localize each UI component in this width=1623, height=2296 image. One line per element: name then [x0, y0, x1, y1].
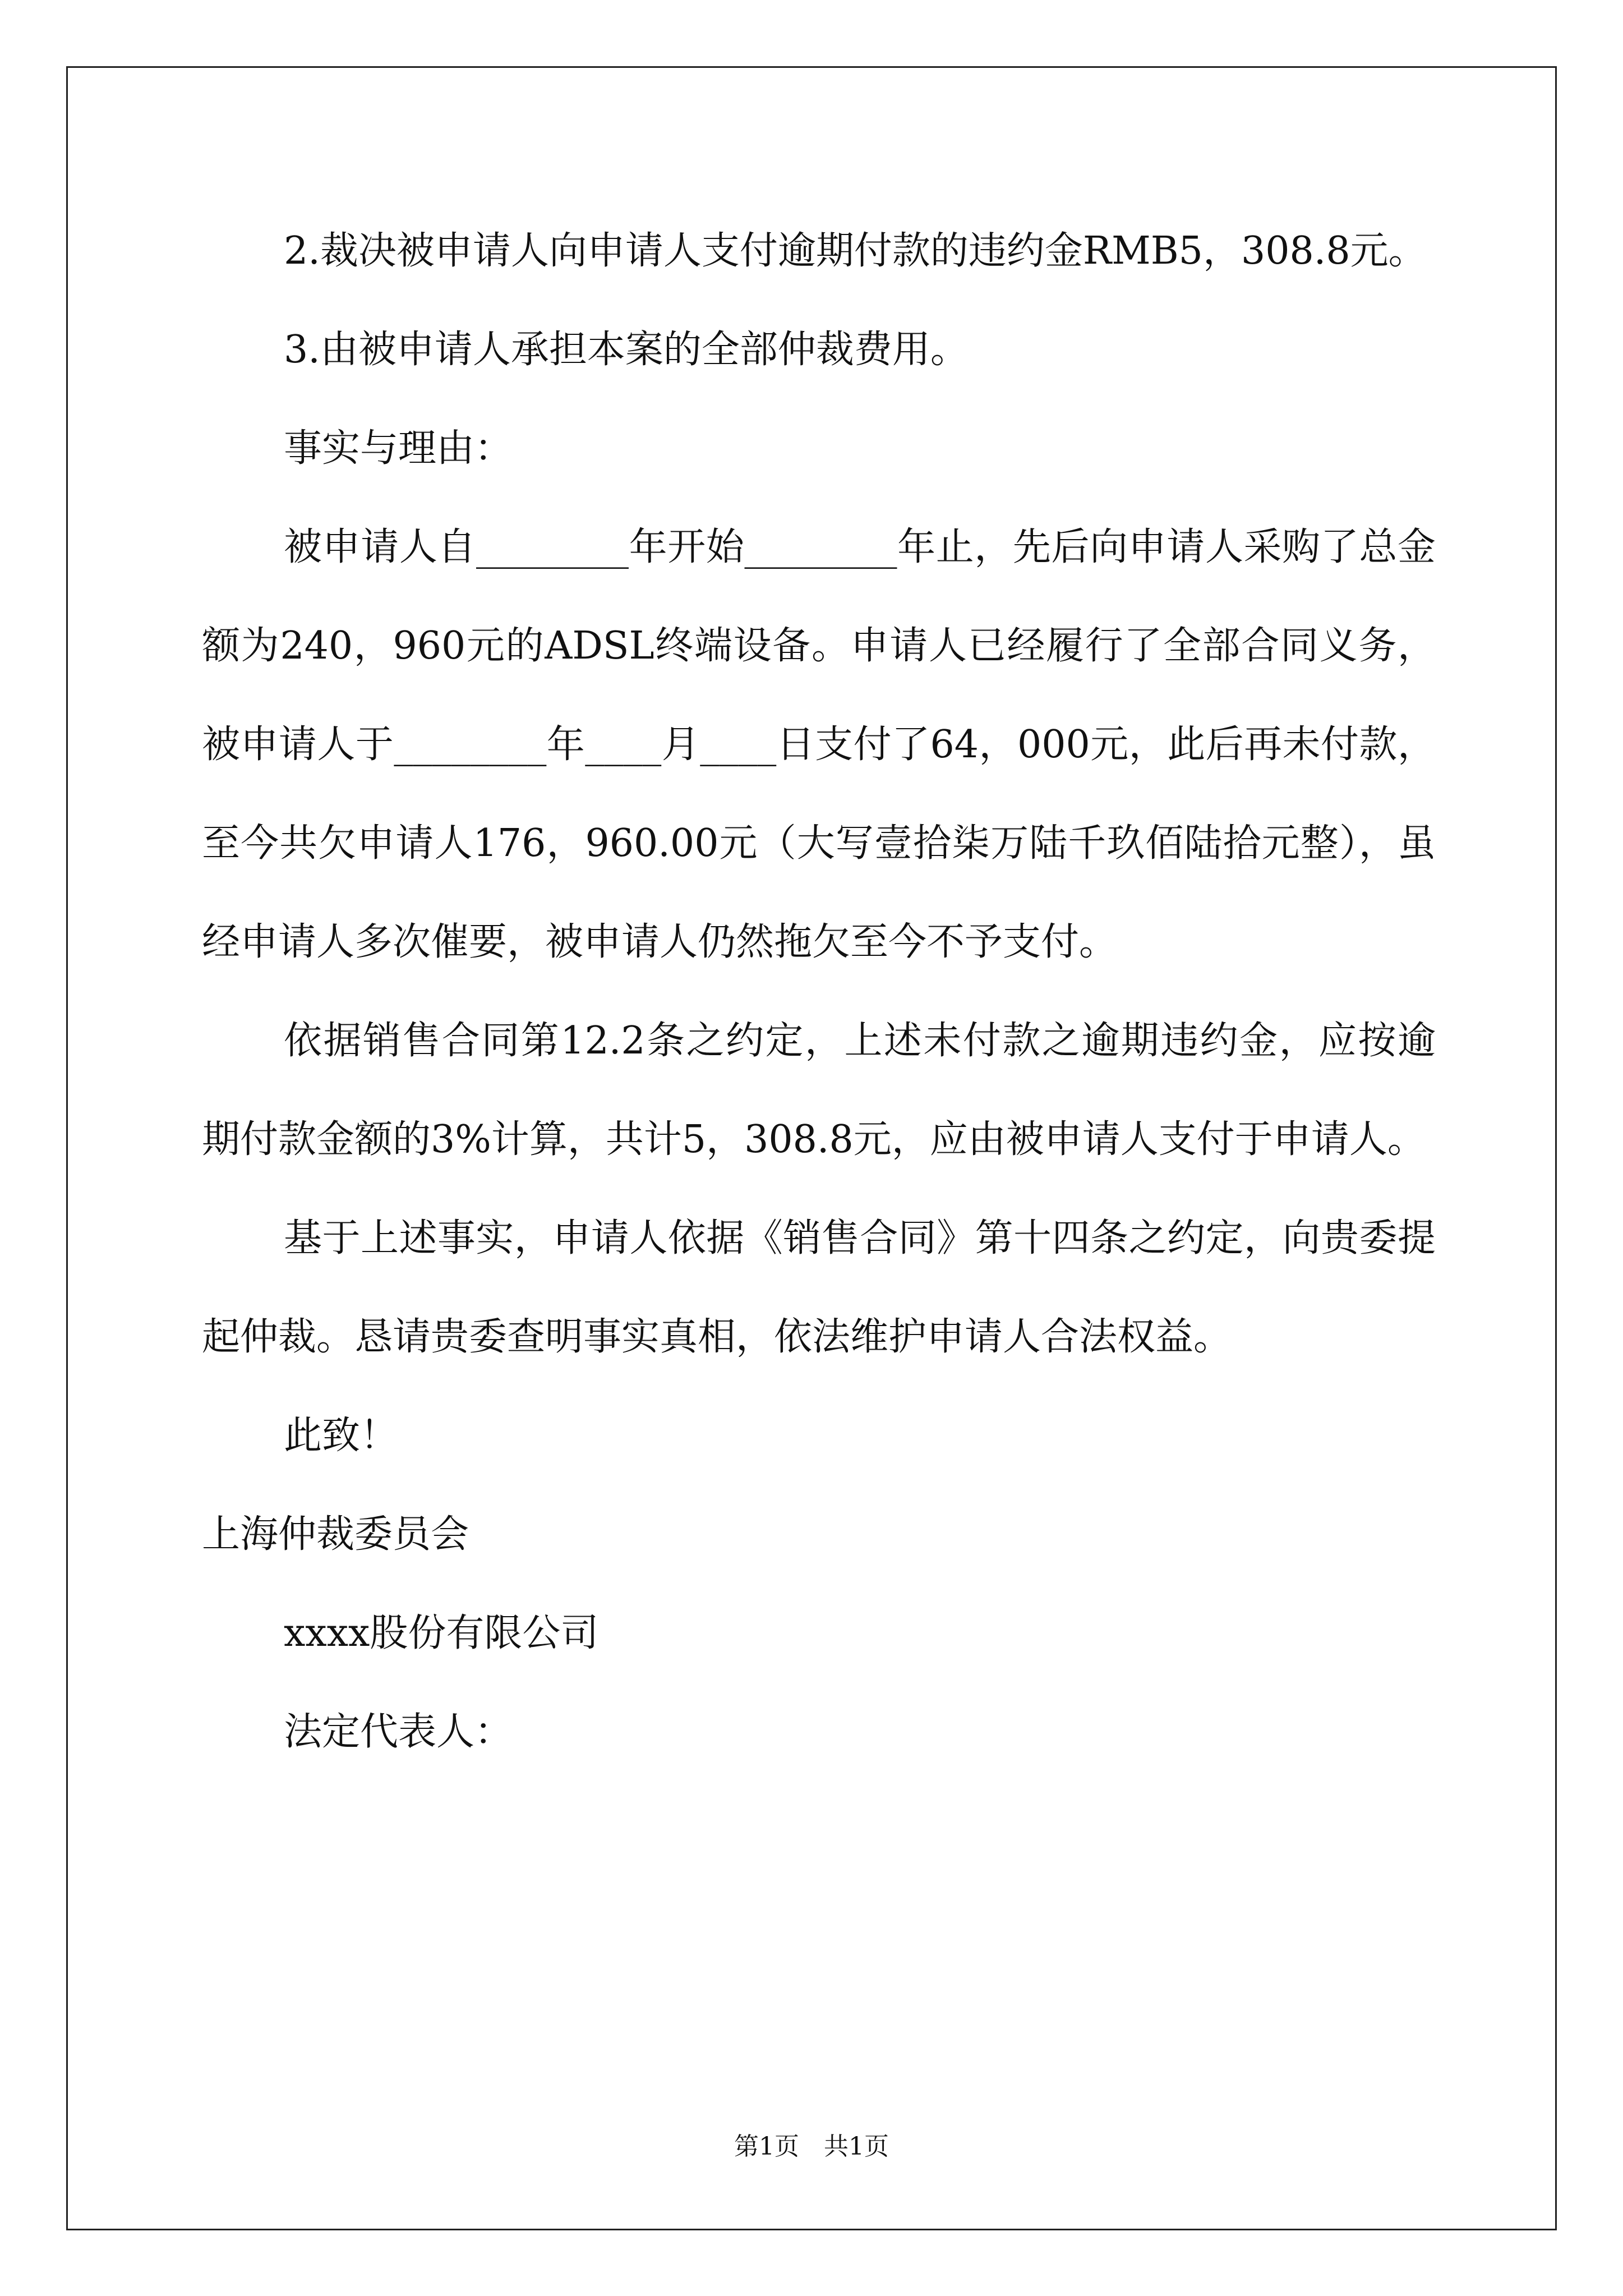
paragraph-contract-clause: 依据销售合同第12.2条之约定，上述未付款之逾期违约金，应按逾期付款金额的3%计算，共计5，308.8元，应由被申请人支付于申请人。 [202, 1019, 1436, 1162]
page-footer: 第1页 共1页 [734, 2132, 889, 2161]
paragraph-recipient: 上海仲裁委员会 [202, 1512, 469, 1557]
paragraph-legal-representative: 法定代表人： [284, 1710, 513, 1754]
paragraph-company: xxxx股份有限公司 [284, 1611, 599, 1655]
paragraph-facts-purchase: 被申请人自________年开始________年止，先后向申请人采购了总金额为240，960元的ADSL终端设备。申请人已经履行了全部合同义务，被申请人于________年____月____日支付了64，000元，此后再未付款，至今共欠申请人176，960.00元（大写壹拾柒万陆千玖佰陆拾元整），虽经申请人多次催要，被申请人仍然拖欠至今不予支付。 [202, 525, 1436, 964]
paragraph-salutation: 此致！ [284, 1414, 399, 1458]
paragraph-arbitration-request: 基于上述事实，申请人依据《销售合同》第十四条之约定，向贵委提起仲裁。恳请贵委查明事实真相，依法维护申请人合法权益。 [202, 1216, 1436, 1359]
paragraph-facts-heading: 事实与理由： [284, 426, 513, 471]
paragraph-ruling-penalty: 2.裁决被申请人向申请人支付逾期付款的违约金RMB5，308.8元。 [284, 229, 1427, 273]
paragraph-ruling-fees: 3.由被申请人承担本案的全部仲裁费用。 [284, 328, 969, 372]
document-body [202, 202, 1436, 1782]
